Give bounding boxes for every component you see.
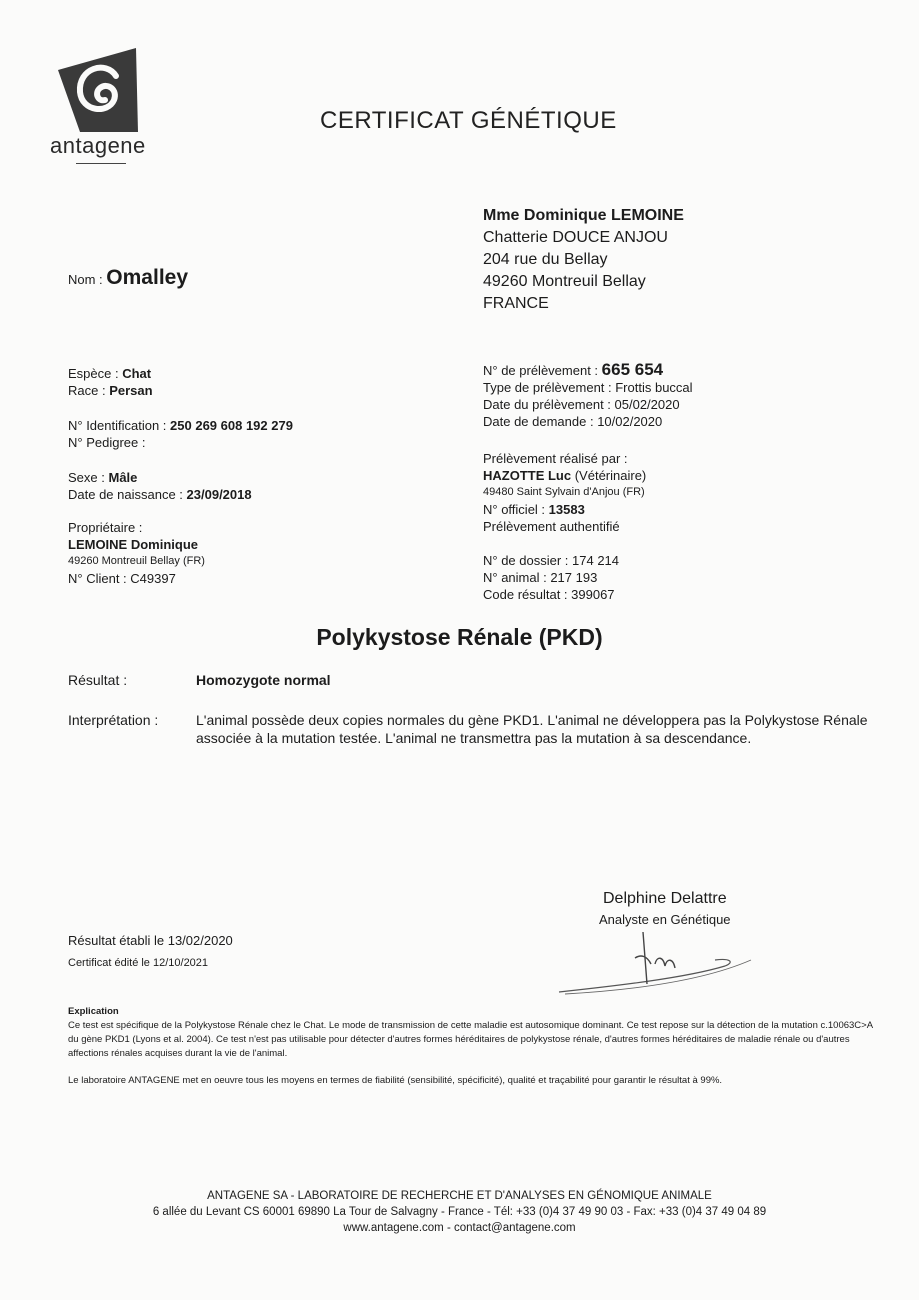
sampler-label: Prélèvement réalisé par :	[483, 451, 628, 466]
vet-city: 49480 Saint Sylvain d'Anjou (FR)	[483, 486, 645, 498]
official-label: N° officiel :	[483, 502, 546, 517]
id-label: N° Identification :	[68, 418, 167, 433]
test-title: Polykystose Rénale (PKD)	[316, 624, 603, 650]
handwritten-signature-icon	[555, 928, 755, 998]
footer-contact: www.antagene.com - contact@antagene.com	[343, 1222, 576, 1234]
signatory-name: Delphine Delattre	[603, 890, 727, 907]
vet-name: HAZOTTE Luc	[483, 468, 572, 483]
recipient-line: FRANCE	[483, 295, 549, 312]
sex-birth-block	[68, 469, 252, 503]
owner-client-number: N° Client : C49397	[68, 571, 176, 586]
recipient-line: 49260 Montreuil Bellay	[483, 273, 646, 290]
id-value: 250 269 608 192 279	[170, 418, 293, 433]
animal-name-label: Nom :	[68, 272, 103, 287]
vet-role: (Vétérinaire)	[571, 468, 647, 483]
dossier-block	[483, 552, 619, 603]
lab-reliability-note: Le laboratoire ANTAGENE met en oeuvre tous les moyens en termes de fiabilité (sensibilité, spécificité), qualité et traçabilité pour garantir le résultat à 99%.	[68, 1075, 723, 1086]
animal-name-row	[68, 266, 188, 290]
explanation-heading: Explication	[68, 1006, 119, 1017]
species-label: Espèce :	[68, 366, 119, 381]
dossier-number: N° de dossier : 174 214	[483, 553, 620, 568]
logo-underline	[76, 163, 126, 164]
antagene-logo-icon	[58, 48, 138, 132]
result-value: Homozygote normal	[196, 672, 331, 688]
explanation-text: Ce test est spécifique de la Polykystose Rénale chez le Chat. Le mode de transmission de cette maladie est autosomique dominant. Ce test repose sur la détection de la mutation c.10063C>A du gène PKD1 (Lyons et al. 2004). Ce test n'est pas utilisable pour détecter d'autres formes héréditaires de polykystose rénale, d'autres formes héréditaires de maladie rénale ou d'autres affections rénales acquises durant la vie de l'animal.	[68, 1020, 873, 1059]
interpretation-text: L'animal possède deux copies normales du gène PKD1. L'animal ne développera pas la Polykystose Rénale associée à la mutation testée. L'animal ne transmettra pas la mutation à sa descendance.	[196, 712, 868, 746]
recipient-line: Chatterie DOUCE ANJOU	[483, 229, 668, 246]
sample-type: Type de prélèvement : Frottis buccal	[483, 380, 693, 395]
birth-label: Date de naissance :	[68, 487, 183, 502]
sample-number-label: N° de prélèvement :	[483, 363, 599, 378]
official-value: 13583	[548, 502, 585, 517]
breed-value: Persan	[109, 383, 153, 398]
owner-city: 49260 Montreuil Bellay (FR)	[68, 555, 205, 567]
recipient-address	[483, 205, 684, 315]
recipient-name: Mme Dominique LEMOINE	[483, 207, 684, 224]
authentic-note: Prélèvement authentifié	[483, 519, 620, 534]
breed-label: Race :	[68, 383, 106, 398]
document-title: CERTIFICAT GÉNÉTIQUE	[320, 107, 617, 134]
sex-label: Sexe :	[68, 470, 105, 485]
recipient-line: 204 rue du Bellay	[483, 251, 608, 268]
signatory-role: Analyste en Génétique	[599, 912, 731, 927]
species-value: Chat	[122, 366, 152, 381]
sample-date: Date du prélèvement : 05/02/2020	[483, 397, 680, 412]
species-block	[68, 365, 153, 399]
pedigree-label: N° Pedigree :	[68, 435, 146, 450]
interpretation-label: Interprétation :	[68, 712, 159, 728]
animal-name-value: Omalley	[106, 266, 189, 289]
result-label: Résultat :	[68, 672, 128, 688]
footer-company: ANTAGENE SA - LABORATOIRE DE RECHERCHE ET D'ANALYSES EN GÉNOMIQUE ANIMALE	[207, 1190, 712, 1202]
owner-name: LEMOINE Dominique	[68, 537, 198, 552]
footer-address: 6 allée du Levant CS 60001 69890 La Tour de Salvagny - France - Tél: +33 (0)4 37 49 90 03 - Fax: +33 (0)4 37 49 04 89	[152, 1206, 767, 1218]
result-issued-date: Résultat établi le 13/02/2020	[68, 933, 233, 948]
sample-block	[483, 361, 693, 430]
owner-label: Propriétaire :	[68, 520, 143, 535]
sample-number-value: 665 654	[601, 360, 664, 379]
identification-block	[68, 417, 293, 451]
explanation-section	[68, 1005, 883, 1088]
owner-block	[68, 519, 205, 587]
animal-number: N° animal : 217 193	[483, 570, 598, 585]
request-date: Date de demande : 10/02/2020	[483, 414, 663, 429]
sex-value: Mâle	[108, 470, 138, 485]
result-code: Code résultat : 399067	[483, 587, 615, 602]
sampler-block	[483, 450, 646, 535]
birth-value: 23/09/2018	[186, 487, 252, 502]
brand-wordmark: antagene	[50, 133, 146, 158]
certificate-edited-date: Certificat édité le 12/10/2021	[68, 957, 209, 969]
footer	[0, 1188, 919, 1236]
